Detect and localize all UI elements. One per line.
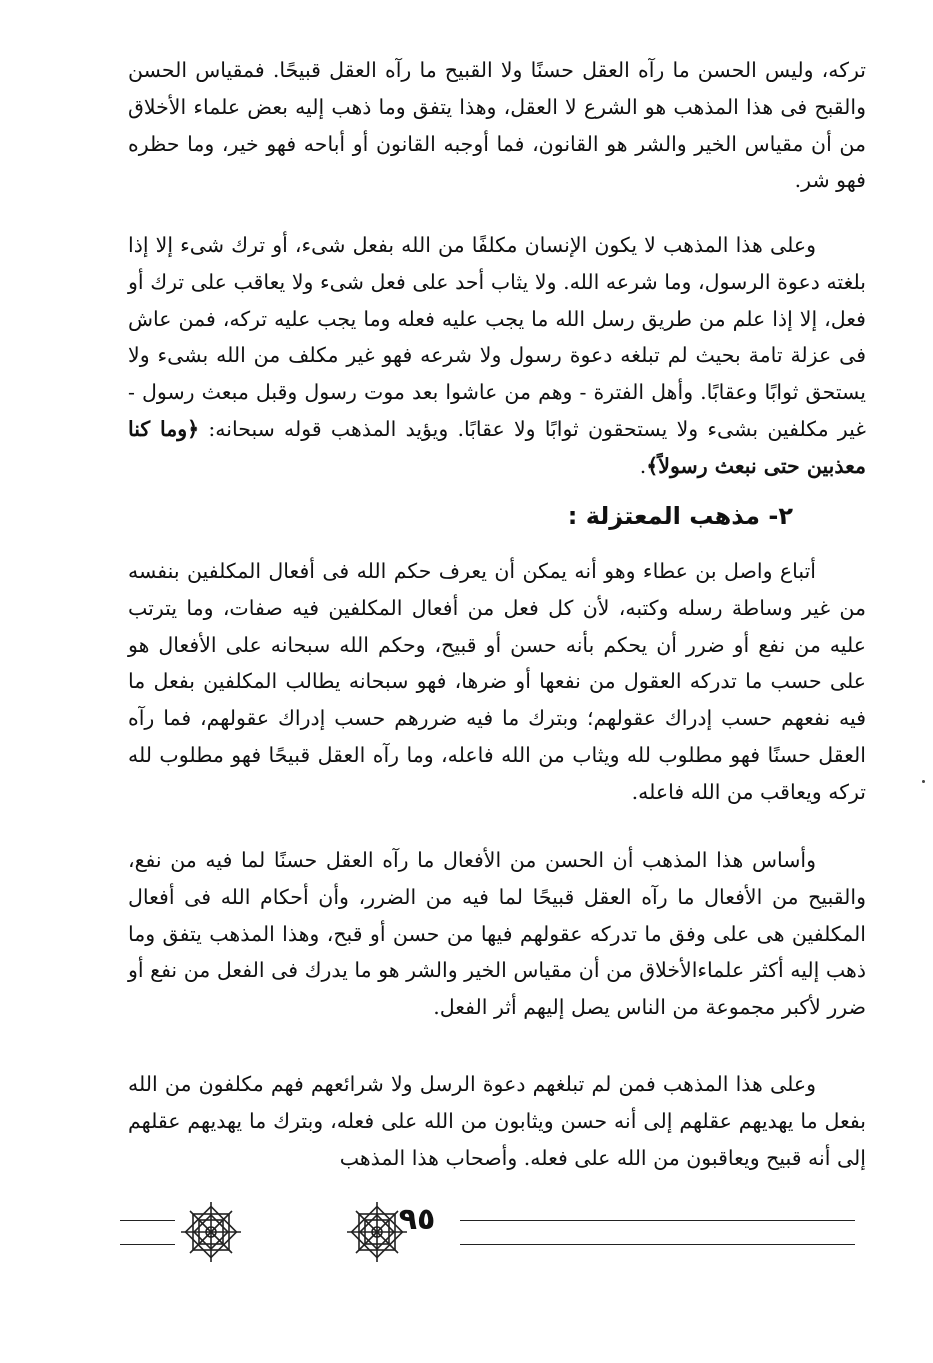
quran-quote: ﴿وما كنا معذبين حتى نبعث رسولاً﴾ <box>128 416 866 478</box>
paragraph-4: وأساس هذا المذهب أن الحسن من الأفعال ما رآه العقل حسنًا لما فيه من نفع، والقبيح من الأفعال ما رآه العقل قبيحًا لما فيه من الضرر، وأن أحكام الله فى أفعال المكلفين هى على وفق ما تدركه عقولهم فيها من حسن أو قبح، وهذا المذهب يتفق وما ذهب إليه أكثر علماءالأخلاق من أن مقياس الخير والشر هو ما يدرك فى الفعل من نفع أو ضرر لأكبر مجموعة من الناس يصل إليهم أثر الفعل. <box>128 848 866 1020</box>
paragraph-2 <box>128 227 866 485</box>
star-ornament-icon <box>342 1192 412 1272</box>
footer-rule-left-top <box>120 1220 175 1221</box>
paragraph-2-end: . <box>639 453 647 478</box>
scan-speck <box>922 780 925 783</box>
page-number: ٩٥ <box>398 1202 436 1237</box>
section-heading: ٢- مذهب المعتزلة : <box>567 502 793 530</box>
page-footer <box>120 1192 860 1272</box>
paragraph-5: وعلى هذا المذهب فمن لم تبلغهم دعوة الرسل ولا شرائعهم فهم مكلفون من الله بفعل ما يهديهم عقلهم إلى أنه حسن ويثابون من الله على فعله، وبترك ما يهديهم عقلهم إلى أنه قبيح ويعاقبون من الله على فعله. وأصحاب هذا المذهب <box>128 1072 866 1170</box>
paragraph-1: تركه، وليس الحسن ما رآه العقل حسنًا ولا القبيح ما رآه العقل قبيحًا. فمقياس الحسن والقبح فى هذا المذهب هو الشرع لا العقل، وهذا يتفق وما ذهب إليه بعض علماء الأخلاق من أن مقياس الخير والشر هو القانون، فما أوجبه القانون أو أباحه فهو خير، وما حظره فهو شر. <box>128 58 866 193</box>
footer-rule-left-bottom <box>120 1244 175 1245</box>
star-ornament-icon <box>176 1192 246 1272</box>
paragraph-2-text: وعلى هذا المذهب لا يكون الإنسان مكلفًا من الله بفعل شىء، أو ترك شىء إلا إذا بلغته دعوة الرسول، وما شرعه الله. ولا يثاب أحد على فعل شىء ولا يعاقب على ترك أو فعل، إلا إذا علم من طريق رسل الله ما يجب عليه فعله وما يجب عليه تركه، فمن عاش فى عزلة تامة بحيث لم تبلغه دعوة رسول ولا شرعه فهو غير مكلف من الله بشىء ولا يستحق ثوابًا وعقابًا. وأهل الفترة - وهم من عاشوا بعد موت رسول وقبل مبعث رسول - غير مكلفين بشىء ولا يستحقون ثوابًا ولا عقابًا. ويؤيد المذهب قوله سبحانه: <box>128 233 866 441</box>
footer-rule-right-top <box>460 1220 855 1221</box>
footer-rule-right-bottom <box>460 1244 855 1245</box>
paragraph-3: أتباع واصل بن عطاء وهو أنه يمكن أن يعرف حكم الله فى أفعال المكلفين بنفسه من غير وساطة رسله وكتبه، لأن كل فعل من أفعال المكلفين فيه صفات، وما يترتب عليه من نفع أو ضرر أن يحكم بأنه حسن أو قبيح، وحكم الله سبحانه على الأفعال هو على حسب ما تدركه العقول من نفعها أو ضرها، فهو سبحانه يطالب المكلفين بفعل ما فيه نفعهم حسب إدراك عقولهم؛ وبترك ما فيه ضررهم حسب إدراك عقولهم، فما رآه العقل حسنًا فهو مطلوب لله ويثاب من الله فاعله، وما رآه العقل قبيحًا فهو مطلوب لله تركه ويعاقب من الله فاعله. <box>128 559 866 804</box>
